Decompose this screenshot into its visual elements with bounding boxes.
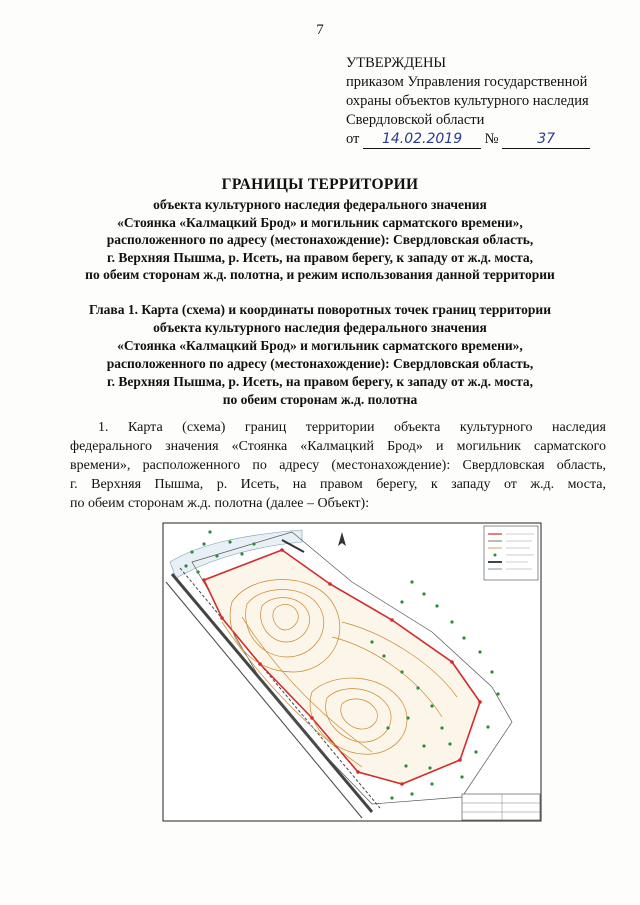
number-prefix: № bbox=[484, 131, 499, 147]
main-title: ГРАНИЦЫ ТЕРРИТОРИИ bbox=[221, 176, 419, 193]
approval-block bbox=[346, 54, 616, 149]
paragraph-line: федерального значения «Стоянка «Калмацкий Брод» и могильник сарматского bbox=[70, 439, 606, 454]
chapter-line: по обеим сторонам ж.д. полотна bbox=[222, 392, 418, 407]
paragraph-line: по обеим сторонам ж.д. полотна (далее – Объект): bbox=[70, 496, 370, 511]
approval-heading: УТВЕРЖДЕНЫ bbox=[346, 55, 447, 71]
paragraph-line: г. Верхняя Пышма, р. Исеть, на правом берегу, к западу от ж.д. моста, bbox=[70, 477, 606, 492]
approval-line: Свердловской области bbox=[346, 112, 485, 128]
chapter-line: Глава 1. Карта (схема) и координаты поворотных точек границ территории bbox=[89, 302, 551, 317]
title-line: по обеим сторонам ж.д. полотна, и режим использования данной территории bbox=[85, 267, 555, 282]
chapter-line: «Стоянка «Калмацкий Брод» и могильник сарматского времени», bbox=[117, 338, 523, 353]
date-prefix: от bbox=[346, 131, 360, 147]
map-legend bbox=[484, 526, 538, 580]
chapter-line: расположенного по адресу (местонахождение): Свердловская область, bbox=[106, 356, 534, 371]
territory-map-drawing bbox=[162, 522, 542, 822]
page-number: 7 bbox=[316, 22, 324, 38]
map-title-stamp bbox=[462, 794, 540, 820]
body-paragraph bbox=[70, 418, 606, 513]
title-line: объекта культурного наследия федерального значения bbox=[153, 197, 487, 212]
title-description bbox=[40, 196, 600, 284]
approval-line: приказом Управления государственной bbox=[346, 74, 588, 90]
handwritten-number: 37 bbox=[537, 131, 556, 147]
approval-date-line bbox=[346, 130, 616, 149]
document-title bbox=[40, 176, 600, 284]
number-field bbox=[502, 130, 590, 149]
paragraph-line: времени», расположенного по адресу (местонахождение): Свердловская область, bbox=[70, 458, 606, 473]
title-line: г. Верхняя Пышма, р. Исеть, на правом берегу, к западу от ж.д. моста, bbox=[106, 249, 534, 265]
paragraph-line: 1. Карта (схема) границ территории объекта культурного наследия bbox=[98, 420, 606, 435]
title-line: «Стоянка «Калмацкий Брод» и могильник сарматского времени», bbox=[117, 214, 523, 230]
handwritten-date: 14.02.2019 bbox=[381, 131, 463, 147]
chapter-line: г. Верхняя Пышма, р. Исеть, на правом берегу, к западу от ж.д. моста, bbox=[106, 374, 534, 389]
chapter-line: объекта культурного наследия федерального значения bbox=[153, 320, 487, 335]
date-field bbox=[363, 130, 481, 149]
approval-line: охраны объектов культурного наследия bbox=[346, 93, 589, 109]
chapter-heading bbox=[40, 301, 600, 409]
title-line: расположенного по адресу (местонахождение): Свердловская область, bbox=[106, 232, 534, 247]
territory-map bbox=[162, 522, 542, 822]
